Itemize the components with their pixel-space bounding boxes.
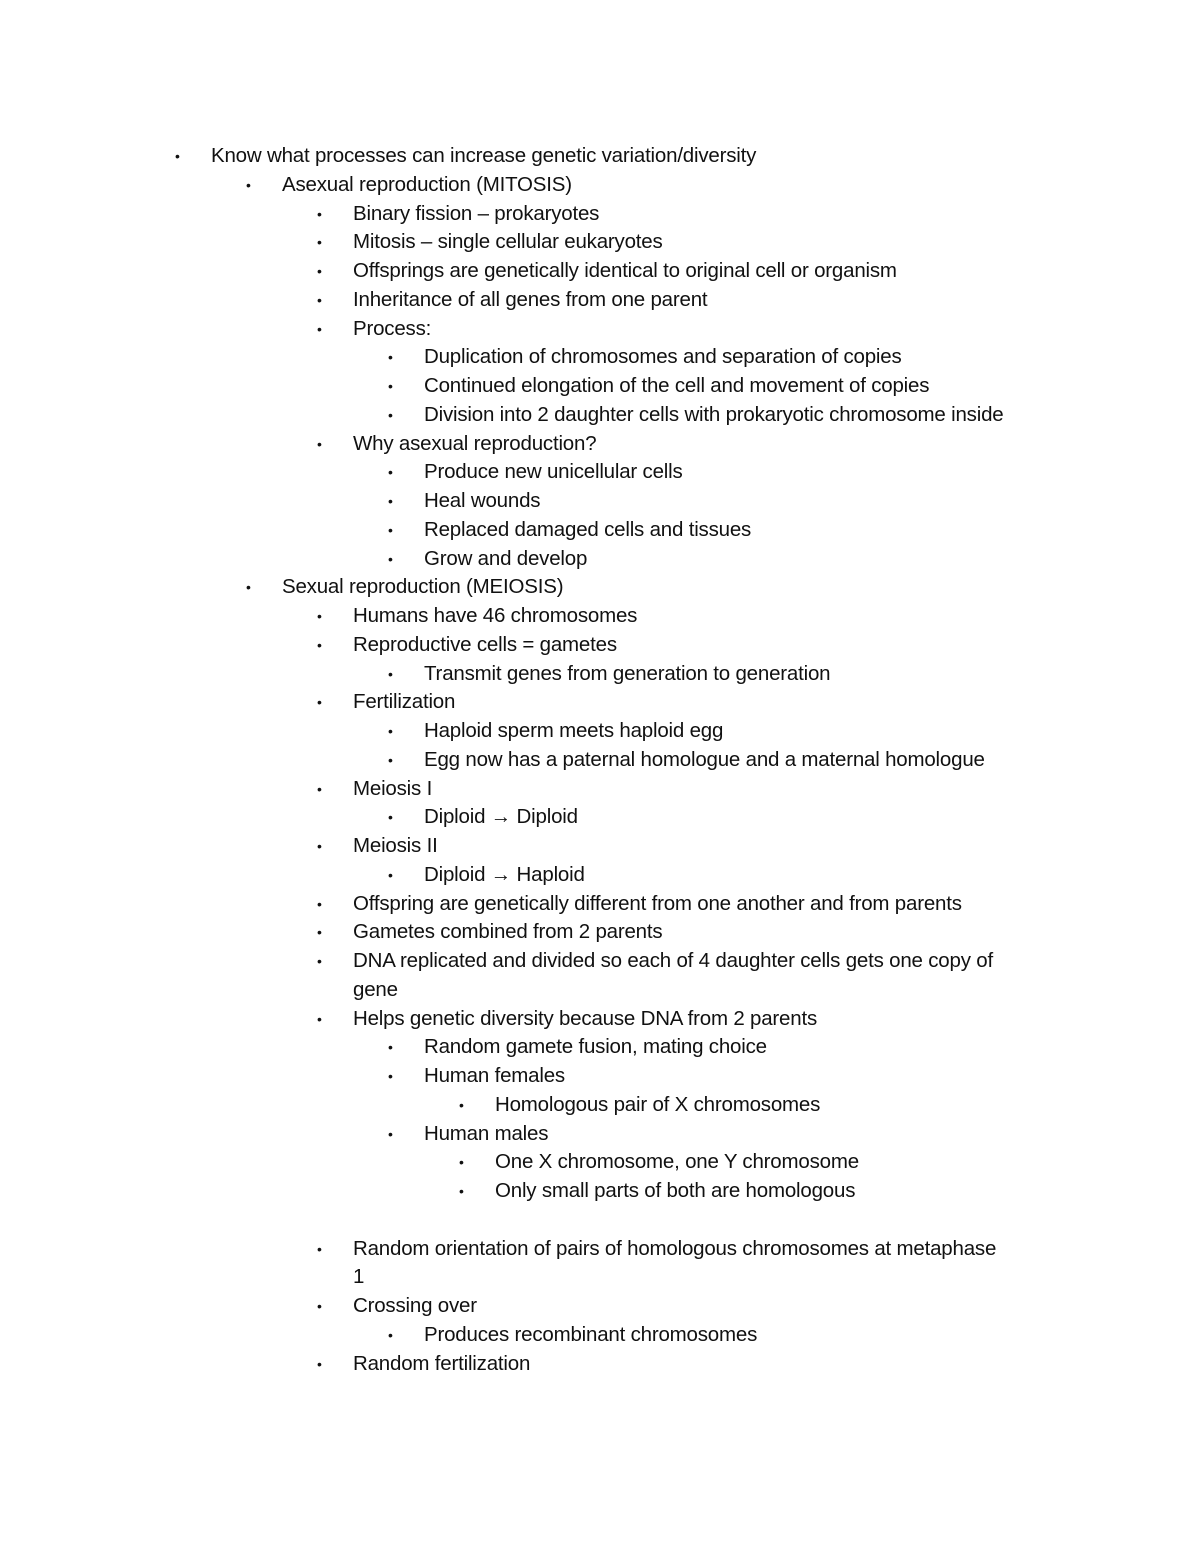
outline-item-level-1: Sexual reproduction (MEIOSIS) [282, 575, 564, 599]
outline-item-level-3: Continued elongation of the cell and movement of copies [424, 374, 930, 397]
outline-item-level-2: Random fertilization [353, 1351, 531, 1375]
bullet-marker: • [317, 924, 322, 941]
bullet-marker: • [388, 751, 393, 768]
outline-item-level-2: Meiosis II [353, 834, 438, 857]
bullet-marker: • [317, 205, 322, 222]
bullet-marker: • [317, 1355, 322, 1372]
bullet-marker: • [388, 378, 393, 394]
outline-item-level-3: Produce new unicellular cells [424, 460, 683, 484]
outline-item-level-2: Process: [353, 316, 432, 340]
outline-item-level-3: Diploid → Haploid [424, 862, 585, 886]
bullet-marker: • [388, 1068, 393, 1084]
outline-item-level-2: Binary fission – prokaryotes [353, 201, 600, 225]
outline-item-level-3: Transmit genes from generation to generation [424, 661, 831, 685]
bullet-marker: • [388, 723, 393, 739]
bullet-marker: • [388, 809, 393, 826]
outline-item-level-4: One X chromosome, one Y chromosome [495, 1150, 859, 1174]
outline-item-level-3: Heal wounds [424, 489, 541, 512]
bullet-marker: • [388, 521, 393, 538]
outline-item-level-3: Duplication of chromosomes and separation of copies [424, 345, 902, 369]
outline-item-level-2: Offsprings are genetically identical to original cell or organism [353, 259, 897, 282]
bullet-marker: • [317, 608, 322, 624]
bullet-marker: • [388, 1125, 393, 1142]
bullet-marker: • [175, 148, 180, 164]
bullet-marker: • [459, 1183, 464, 1199]
bullet-marker: • [388, 1326, 393, 1343]
outline-item-level-3: Human females [424, 1064, 565, 1087]
outline-item-level-4: Only small parts of both are homologous [495, 1179, 856, 1202]
bullet-marker: • [317, 1010, 322, 1027]
bullet-marker: • [317, 895, 322, 912]
outline-item-level-2: DNA replicated and divided so each of 4 daughter cells gets one copy of [353, 949, 993, 972]
bullet-marker: • [459, 1154, 464, 1171]
outline-item-level-3: Diploid → Diploid [424, 805, 578, 829]
outline-item-level-4: Homologous pair of X chromosomes [495, 1092, 821, 1116]
outline-item-level-2: Mitosis – single cellular eukaryotes [353, 230, 663, 254]
outline-item-level-0: Know what processes can increase genetic variation/diversity [211, 144, 757, 167]
outline-item-level-2: Random orientation of pairs of homologous chromosomes at metaphase [353, 1236, 997, 1260]
outline-item-level-3: Human males [424, 1121, 549, 1145]
bullet-marker: • [388, 493, 393, 509]
outline-item-level-2: Fertilization [353, 690, 456, 714]
bullet-marker: • [388, 349, 393, 366]
bullet-marker: • [388, 550, 393, 567]
bullet-marker: • [317, 291, 322, 308]
bullet-marker: • [317, 838, 322, 854]
bullet-marker: • [317, 320, 322, 337]
bullet-marker: • [317, 263, 322, 279]
bullet-marker: • [388, 1039, 393, 1056]
bullet-marker: • [317, 636, 322, 653]
outline-item-level-3: Grow and develop [424, 546, 588, 570]
bullet-marker: • [246, 579, 251, 596]
bullet-marker: • [388, 866, 393, 883]
bullet-marker: • [317, 234, 322, 251]
outline-item-level-3: Produces recombinant chromosomes [424, 1322, 758, 1346]
outline-item-continuation: gene [353, 977, 398, 1001]
outline-item-level-3: Replaced damaged cells and tissues [424, 517, 752, 541]
bullet-marker: • [246, 176, 251, 193]
outline-item-level-3: Division into 2 daughter cells with prokaryotic chromosome inside [424, 402, 1004, 426]
bullet-marker: • [317, 1240, 322, 1257]
outline-item-level-3: Random gamete fusion, mating choice [424, 1035, 767, 1059]
outline-item-level-2: Inheritance of all genes from one parent [353, 287, 708, 311]
outline-item-level-2: Meiosis I [353, 776, 433, 800]
outline-item-level-3: Haploid sperm meets haploid egg [424, 719, 724, 742]
bullet-marker: • [317, 953, 322, 969]
bullet-marker: • [388, 464, 393, 481]
bullet-marker: • [317, 694, 322, 711]
outline-item-level-2: Offspring are genetically different from one another and from parents [353, 891, 962, 915]
outline-item-level-2: Gametes combined from 2 parents [353, 920, 663, 944]
outline-item-level-3: Egg now has a paternal homologue and a maternal homologue [424, 747, 985, 771]
outline-item-level-1: Asexual reproduction (MITOSIS) [282, 172, 572, 196]
outline-item-level-2: Humans have 46 chromosomes [353, 604, 638, 627]
outline-item-level-2: Reproductive cells = gametes [353, 632, 617, 656]
bullet-marker: • [388, 665, 393, 682]
bullet-marker: • [459, 1096, 464, 1113]
bullet-marker: • [317, 1298, 322, 1314]
outline-item-level-2: Why asexual reproduction? [353, 431, 597, 455]
bullet-marker: • [317, 435, 322, 452]
outline-item-continuation: 1 [353, 1265, 365, 1289]
bullet-marker: • [388, 406, 393, 423]
outline-item-level-2: Helps genetic diversity because DNA from 2 parents [353, 1006, 818, 1030]
bullet-marker: • [317, 780, 322, 797]
outline-item-level-2: Crossing over [353, 1294, 477, 1317]
